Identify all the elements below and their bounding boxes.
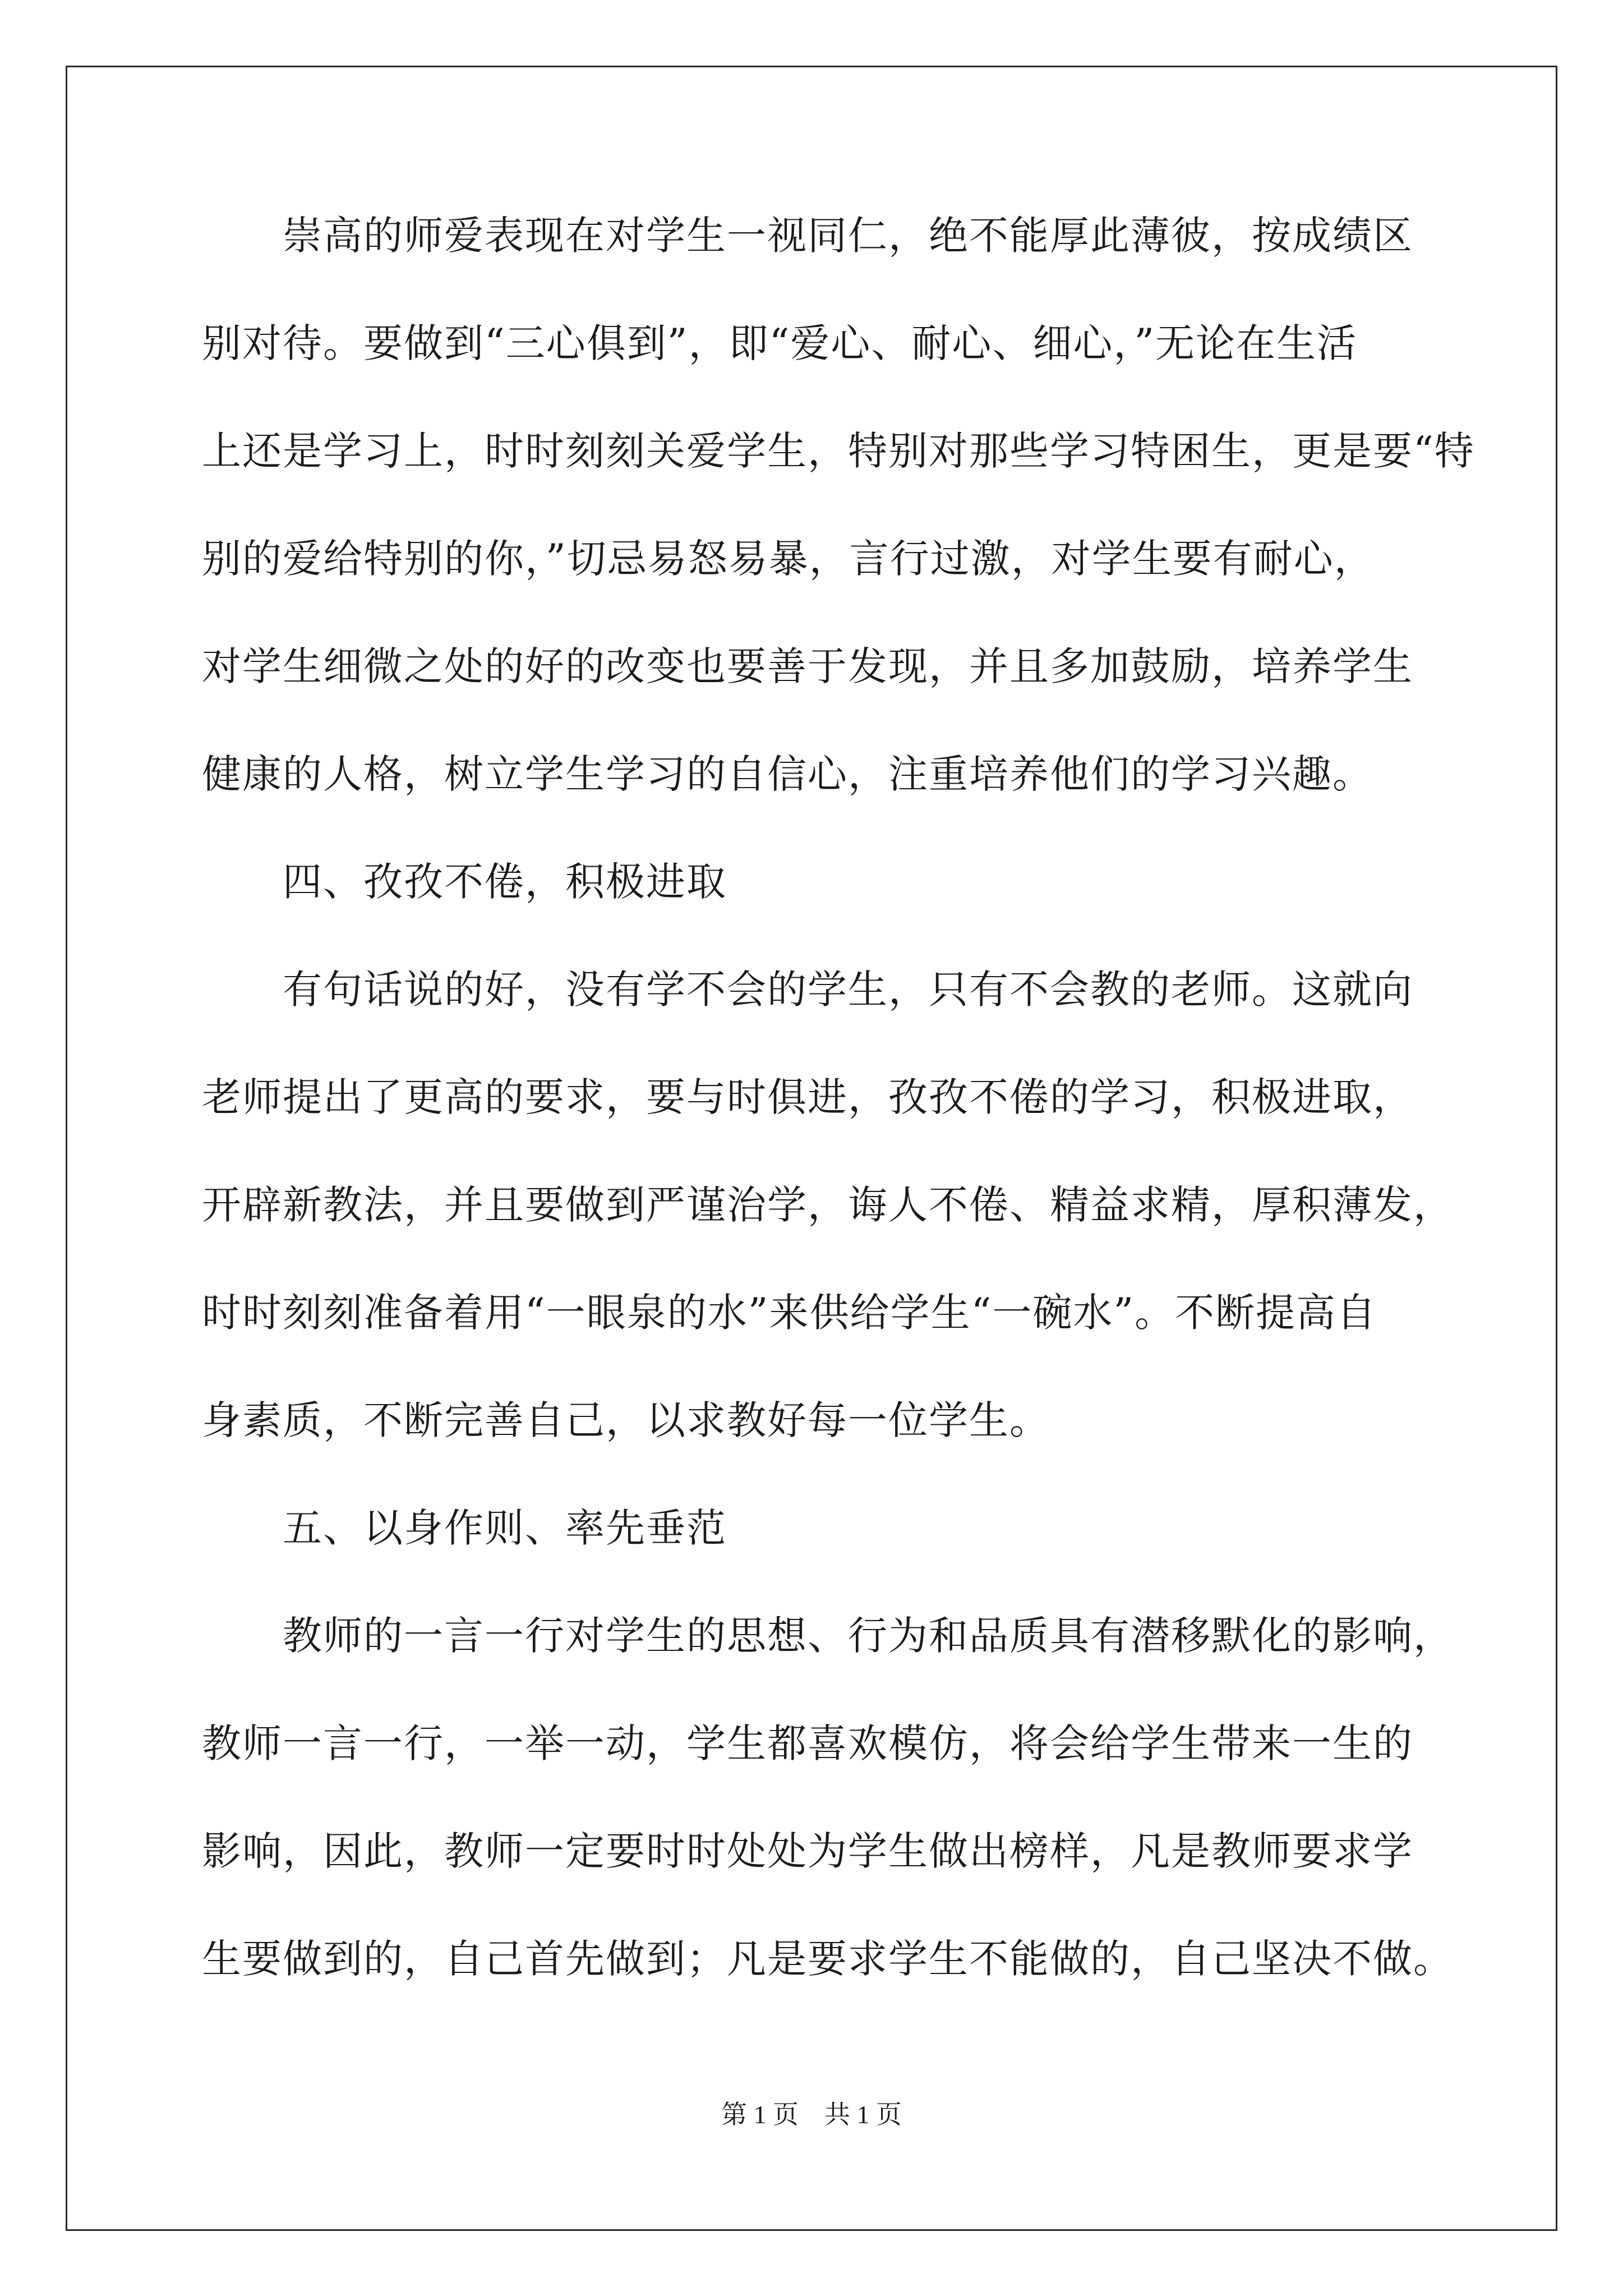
text-line: 时时刻刻准备着用“一眼泉的水”来供给学生“一碗水”。不断提高自 — [202, 1290, 1377, 1336]
text-line: 开辟新教法，并且要做到严谨治学，诲人不倦、精益求精，厚积薄发， — [202, 1182, 1454, 1228]
text-line: 老师提出了更高的要求，要与时俱进，孜孜不倦的学习，积极进取， — [202, 1074, 1413, 1120]
text-line: 影响，因此，教师一定要时时处处为学生做出榜样，凡是教师要求学 — [202, 1828, 1413, 1874]
text-line: 生要做到的，自己首先做到；凡是要求学生不能做的，自己坚决不做。 — [202, 1936, 1454, 1982]
text-line: 上还是学习上，时时刻刻关爱学生，特别对那些学习特困生，更是要“特 — [202, 428, 1475, 474]
section-heading: 五、以身作则、率先垂范 — [202, 1505, 727, 1551]
text-line: 有句话说的好，没有学不会的学生，只有不会教的老师。这就向 — [202, 967, 1413, 1013]
page-border — [66, 66, 1557, 2231]
text-line: 教师一言一行，一举一动，学生都喜欢模仿，将会给学生带来一生的 — [202, 1720, 1413, 1766]
text-line: 别对待。要做到“三心俱到”，即“爱心、耐心、细心，”无论在生活 — [202, 320, 1358, 366]
text-line: 身素质，不断完善自己，以求教好每一位学生。 — [202, 1397, 1050, 1443]
text-line: 健康的人格，树立学生学习的自信心，注重培养他们的学习兴趣。 — [202, 751, 1373, 797]
section-heading: 四、孜孜不倦，积极进取 — [202, 859, 727, 905]
text-line: 教师的一言一行对学生的思想、行为和品质具有潜移默化的影响， — [202, 1613, 1454, 1659]
page-number-footer: 第 1 页 共 1 页 — [721, 2100, 902, 2129]
text-line: 崇高的师爱表现在对学生一视同仁，绝不能厚此薄彼，按成绩区 — [202, 213, 1413, 259]
text-line: 别的爱给特别的你，”切忌易怒易暴，言行过激，对学生要有耐心， — [202, 536, 1375, 582]
text-line: 对学生细微之处的好的改变也要善于发现，并且多加鼓励，培养学生 — [202, 643, 1413, 689]
